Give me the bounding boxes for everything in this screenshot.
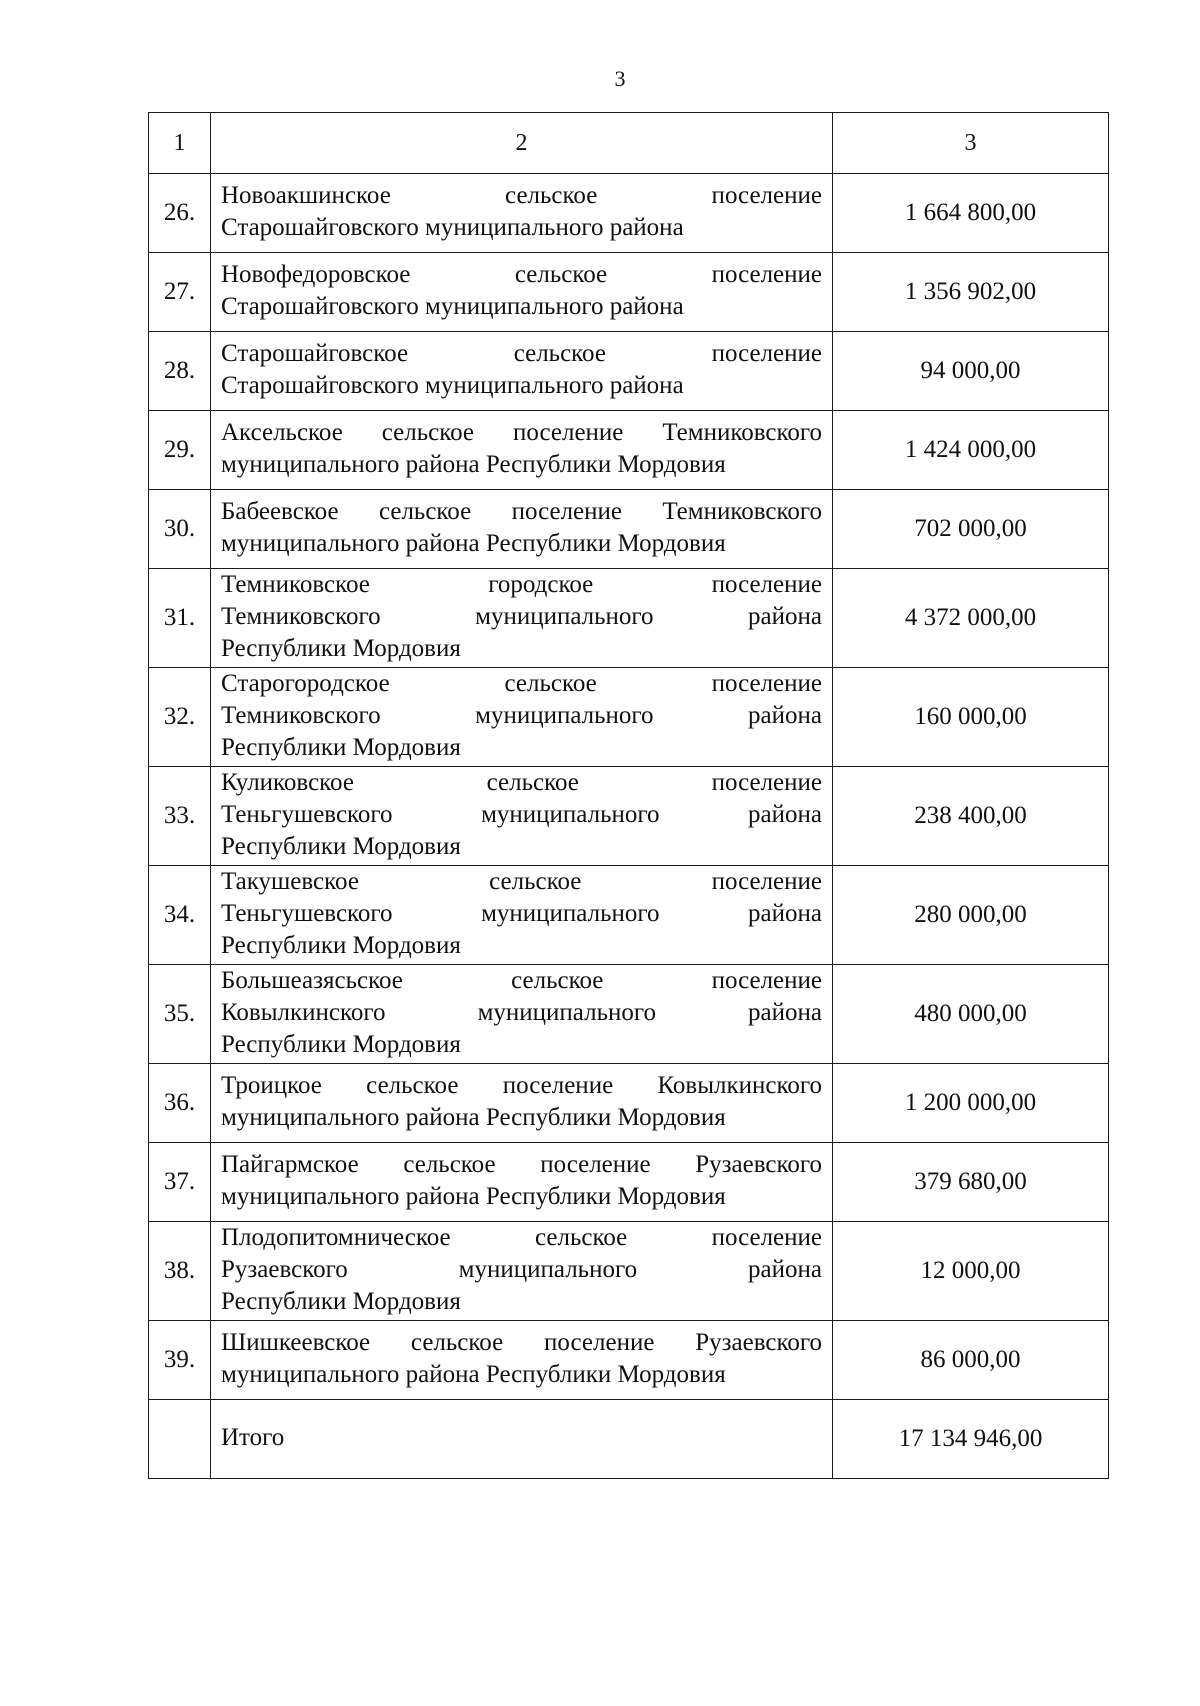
settlement-name-line: Теньгушевского муниципального района xyxy=(221,801,822,828)
settlement-name-line: Старошайговское сельское поселение xyxy=(221,340,822,367)
settlement-name-line: Республики Мордовия xyxy=(221,1288,461,1315)
row-number: 34. xyxy=(149,866,211,965)
table-total-row xyxy=(149,1400,1109,1479)
settlement-name-line: Аксельское сельское поселение Темниковского xyxy=(221,419,822,446)
table-row xyxy=(149,965,1109,1064)
settlement-name xyxy=(211,965,833,1064)
settlement-name-line: Старошайговского муниципального района xyxy=(221,214,684,241)
settlement-name xyxy=(211,767,833,866)
table-row xyxy=(149,866,1109,965)
settlement-name-line: Новофедоровское сельское поселение xyxy=(221,261,822,288)
settlement-name-line: Теньгушевского муниципального района xyxy=(221,900,822,927)
settlement-name-line: Старошайговского муниципального района xyxy=(221,372,684,399)
table-row xyxy=(149,767,1109,866)
settlement-name xyxy=(211,174,833,253)
row-number: 36. xyxy=(149,1064,211,1143)
amount-value: 379 680,00 xyxy=(833,1143,1109,1222)
amount-value: 1 664 800,00 xyxy=(833,174,1109,253)
table-header-row xyxy=(149,113,1109,174)
table-row xyxy=(149,1222,1109,1321)
settlement-name-line: Плодопитомническое сельское поселение xyxy=(221,1224,822,1251)
settlement-name-line: Большеазясьское сельское поселение xyxy=(221,967,822,994)
row-number: 28. xyxy=(149,332,211,411)
amount-value: 4 372 000,00 xyxy=(833,569,1109,668)
settlement-name xyxy=(211,569,833,668)
table-row xyxy=(149,569,1109,668)
table-row xyxy=(149,668,1109,767)
row-number: 37. xyxy=(149,1143,211,1222)
settlement-name xyxy=(211,668,833,767)
total-label: Итого xyxy=(211,1400,833,1479)
settlement-name xyxy=(211,332,833,411)
settlement-name-line: муниципального района Республики Мордовия xyxy=(221,1361,726,1388)
settlement-name-line: муниципального района Республики Мордовия xyxy=(221,451,726,478)
settlement-name-line: муниципального района Республики Мордовия xyxy=(221,1183,726,1210)
header-col-2: 2 xyxy=(211,113,833,174)
amount-value: 480 000,00 xyxy=(833,965,1109,1064)
amount-value: 1 200 000,00 xyxy=(833,1064,1109,1143)
settlement-name-line: Такушевское сельское поселение xyxy=(221,868,822,895)
amount-value: 238 400,00 xyxy=(833,767,1109,866)
total-amount: 17 134 946,00 xyxy=(833,1400,1109,1479)
settlement-name-line: Куликовское сельское поселение xyxy=(221,769,822,796)
settlement-name xyxy=(211,1064,833,1143)
amount-value: 1 424 000,00 xyxy=(833,411,1109,490)
amount-value: 12 000,00 xyxy=(833,1222,1109,1321)
row-number: 33. xyxy=(149,767,211,866)
settlement-name xyxy=(211,253,833,332)
settlement-name xyxy=(211,490,833,569)
allocation-table xyxy=(148,112,1109,1479)
amount-value: 94 000,00 xyxy=(833,332,1109,411)
page-number: 3 xyxy=(614,66,626,91)
settlement-name-line: Шишкеевское сельское поселение Рузаевского xyxy=(221,1329,822,1356)
table-row xyxy=(149,1064,1109,1143)
settlement-name-line: Рузаевского муниципального района xyxy=(221,1256,822,1283)
settlement-name-line: Ковылкинского муниципального района xyxy=(221,999,822,1026)
row-number: 35. xyxy=(149,965,211,1064)
settlement-name xyxy=(211,1222,833,1321)
settlement-name-line: Пайгармское сельское поселение Рузаевского xyxy=(221,1151,822,1178)
table-row xyxy=(149,490,1109,569)
row-number: 31. xyxy=(149,569,211,668)
settlement-name-line: Темниковского муниципального района xyxy=(221,702,822,729)
settlement-name-line: Республики Мордовия xyxy=(221,734,461,761)
settlement-name-line: Республики Мордовия xyxy=(221,833,461,860)
settlement-name-line: Республики Мордовия xyxy=(221,635,461,662)
settlement-name-line: муниципального района Республики Мордовия xyxy=(221,530,726,557)
settlement-name xyxy=(211,1143,833,1222)
row-number: 32. xyxy=(149,668,211,767)
amount-value: 1 356 902,00 xyxy=(833,253,1109,332)
row-number: 26. xyxy=(149,174,211,253)
table-row xyxy=(149,174,1109,253)
settlement-name xyxy=(211,866,833,965)
table-row xyxy=(149,253,1109,332)
table-row xyxy=(149,332,1109,411)
row-number: 29. xyxy=(149,411,211,490)
settlement-name-line: Темниковского муниципального района xyxy=(221,603,822,630)
row-number: 27. xyxy=(149,253,211,332)
settlement-name-line: Темниковское городское поселение xyxy=(221,571,822,598)
row-number: 38. xyxy=(149,1222,211,1321)
settlement-name-line: муниципального района Республики Мордовия xyxy=(221,1104,726,1131)
amount-value: 280 000,00 xyxy=(833,866,1109,965)
settlement-name-line: Республики Мордовия xyxy=(221,932,461,959)
header-col-3: 3 xyxy=(833,113,1109,174)
settlement-name-line: Республики Мордовия xyxy=(221,1031,461,1058)
settlement-name-line: Новоакшинское сельское поселение xyxy=(221,182,822,209)
settlement-name-line: Старошайговского муниципального района xyxy=(221,293,684,320)
header-col-1: 1 xyxy=(149,113,211,174)
table-row xyxy=(149,1143,1109,1222)
row-number: 39. xyxy=(149,1321,211,1400)
table-row xyxy=(149,411,1109,490)
row-number: 30. xyxy=(149,490,211,569)
table-row xyxy=(149,1321,1109,1400)
settlement-name xyxy=(211,1321,833,1400)
settlement-name-line: Троицкое сельское поселение Ковылкинского xyxy=(221,1072,822,1099)
settlement-name-line: Старогородское сельское поселение xyxy=(221,670,822,697)
total-num-cell xyxy=(149,1400,211,1479)
settlement-name xyxy=(211,411,833,490)
settlement-name-line: Бабеевское сельское поселение Темниковского xyxy=(221,498,822,525)
amount-value: 86 000,00 xyxy=(833,1321,1109,1400)
amount-value: 702 000,00 xyxy=(833,490,1109,569)
amount-value: 160 000,00 xyxy=(833,668,1109,767)
